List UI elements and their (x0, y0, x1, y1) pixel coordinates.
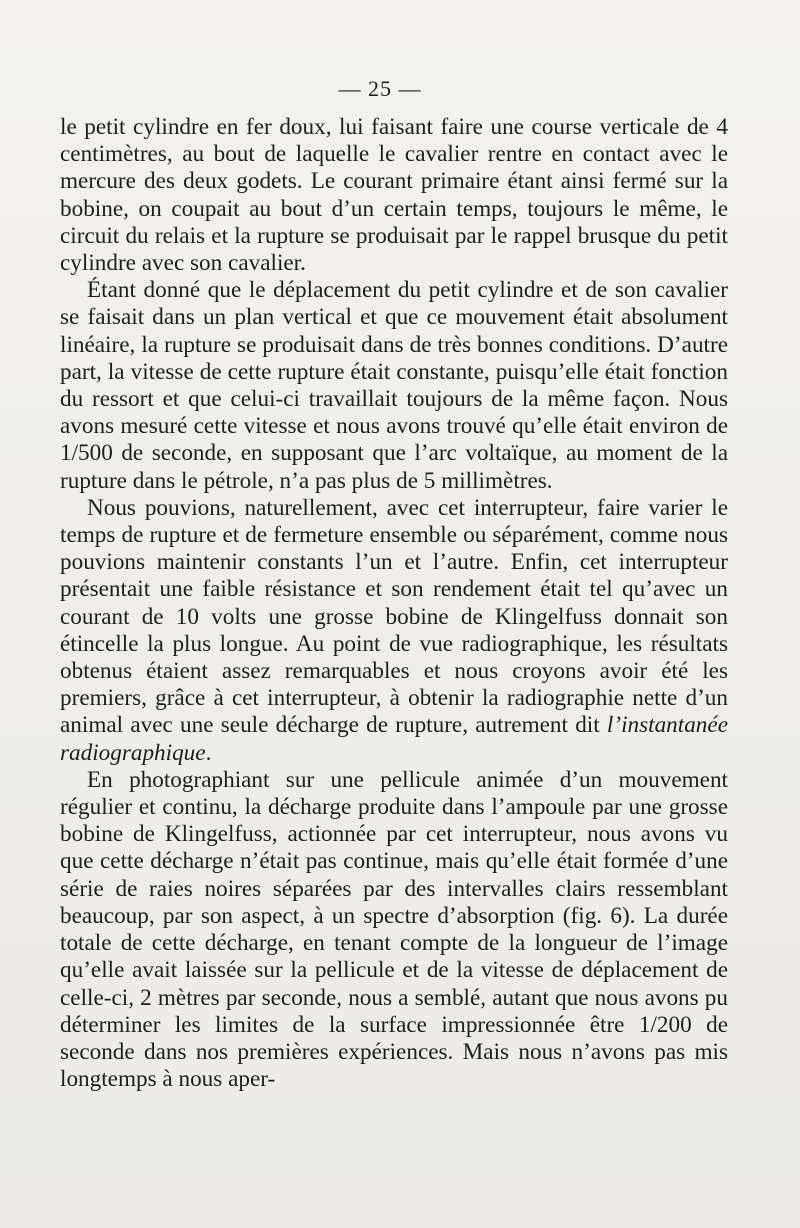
paragraph-3-italic-term: l’instantanée radiographique (60, 712, 728, 766)
paragraph-3-end: . (205, 739, 212, 766)
paragraph-4: En photographiant sur une pellicule animée d’un mouvement régulier et continu, la décharge produite dans l’ampoule par une grosse bobine de Klingelfuss, actionnée par cet interrupteur, nous avons vu que cette décharge n’était pas continue, mais qu’elle était formée d’une série de raies noires séparées par des intervalles clairs ressemblant beaucoup, par son aspect, à un spectre d’absorption (fig. 6). La durée totale de cette décharge, en tenant compte de la longueur de l’image qu’elle avait laissée sur la pellicule et de la vitesse de déplacement de celle-ci, 2 mètres par seconde, nous a semblé, autant que nous avons pu déterminer les limites de la surface impressionnée être 1/200 de seconde dans nos premières expériences. Mais nous n’avons pas mis longtemps à nous aper- (60, 766, 728, 1093)
paragraph-3 (60, 495, 728, 767)
paragraph-1: le petit cylindre en fer doux, lui faisant faire une course verticale de 4 centimètres, au bout de laquelle le cavalier rentre en contact avec le mercure des deux godets. Le courant primaire étant ainsi fermé sur la bobine, on coupait au bout d’un certain temps, toujours le même, le circuit du relais et la rupture se produisait par le rappel brusque du petit cylindre avec son cavalier. (60, 114, 728, 277)
page-number: — 25 — (338, 76, 422, 101)
paragraph-3-text: Nous pouvions, naturellement, avec cet interrupteur, faire varier le temps de rupture et de fermeture ensemble ou séparément, comme nous pouvions maintenir constants l’un et l’autre. Enfin, cet interrupteur présentait une faible résistance et son rendement était tel qu’avec un courant de 10 volts une grosse bobine de Klingelfuss donnait son étincelle la plus longue. Au point de vue radiographique, les résultats obtenus étaient assez remarquables et nous croyons avoir été les premiers, grâce à cet interrupteur, à obtenir la radiographie nette d’un animal avec une seule décharge de rupture, autrement dit (60, 494, 728, 739)
paragraph-2: Étant donné que le déplacement du petit cylindre et de son cavalier se faisait dans un plan vertical et que ce mouvement était absolument linéaire, la rupture se produisait dans de très bonnes conditions. D’autre part, la vitesse de cette rupture était constante, puisqu’elle était fonction du ressort et que celui-ci travaillait toujours de la même façon. Nous avons mesuré cette vitesse et nous avons trouvé qu’elle était environ de 1/500 de seconde, en supposant que l’arc voltaïque, au moment de la rupture dans le pétrole, n’a pas plus de 5 millimètres. (60, 277, 728, 494)
body-text (60, 114, 728, 1093)
